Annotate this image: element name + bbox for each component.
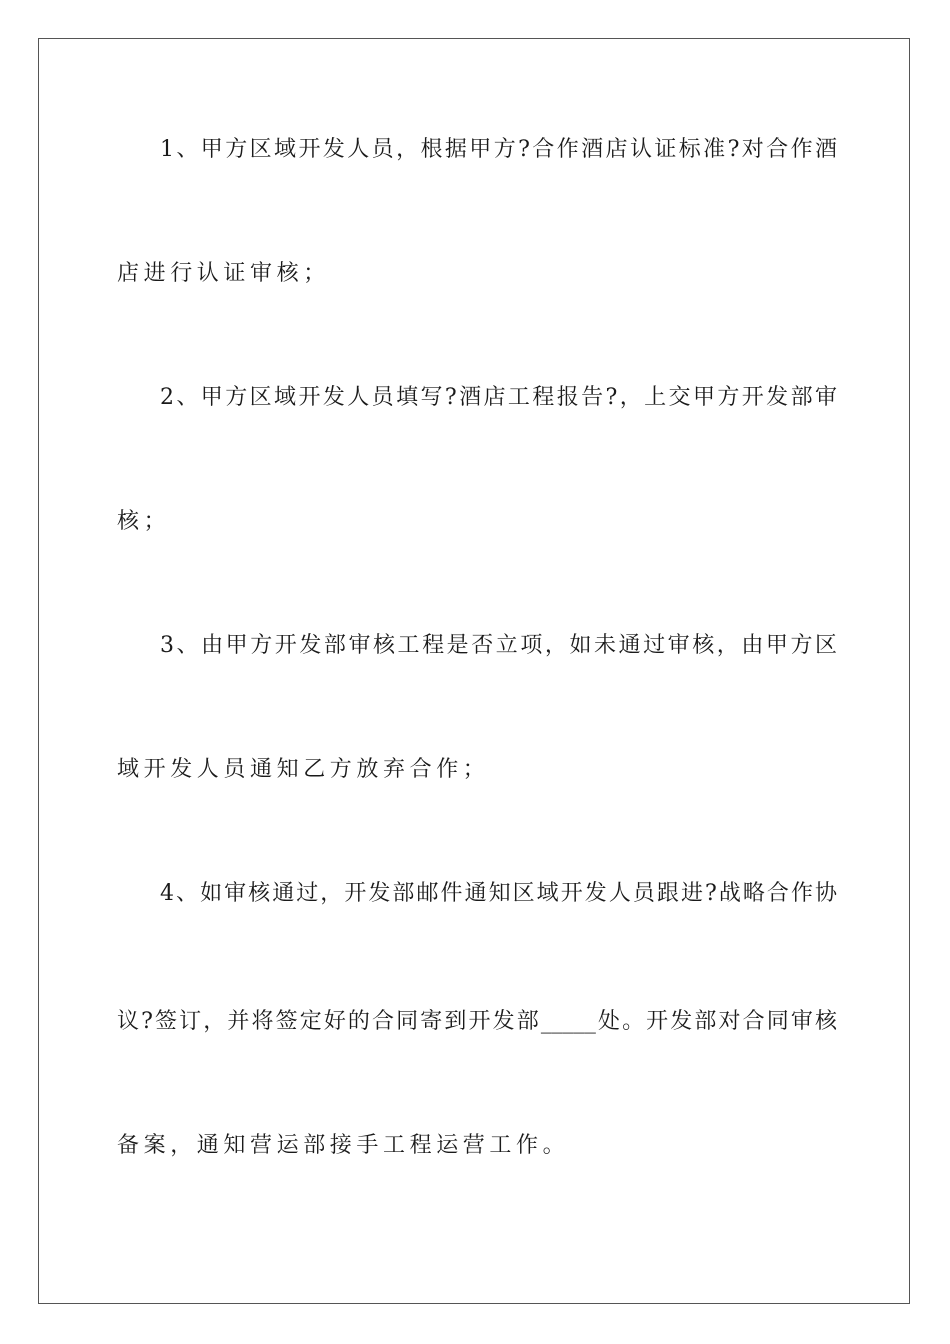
paragraph-3-line-1: 3、由甲方开发部审核工程是否立项，如未通过审核，由甲方区 [160,633,837,658]
page-border [38,38,910,1304]
paragraph-2-line-2: 核； [117,509,171,534]
paragraph-4-line-1: 4、如审核通过，开发部邮件通知区域开发人员跟进?战略合作协 [160,881,837,906]
paragraph-2-line-1: 2、甲方区域开发人员填写?酒店工程报告?，上交甲方开发部审 [160,385,837,410]
paragraph-4-line-3: 备案，通知营运部接手工程运营工作。 [117,1133,570,1158]
paragraph-1-line-2: 店进行认证审核； [117,261,330,286]
paragraph-4-line-2: 议?签订，并将签定好的合同寄到开发部_____处。开发部对合同审核 [117,1009,837,1034]
paragraph-3-line-2: 域开发人员通知乙方放弃合作； [117,757,490,782]
paragraph-1-line-1: 1、甲方区域开发人员，根据甲方?合作酒店认证标准?对合作酒 [160,137,837,162]
